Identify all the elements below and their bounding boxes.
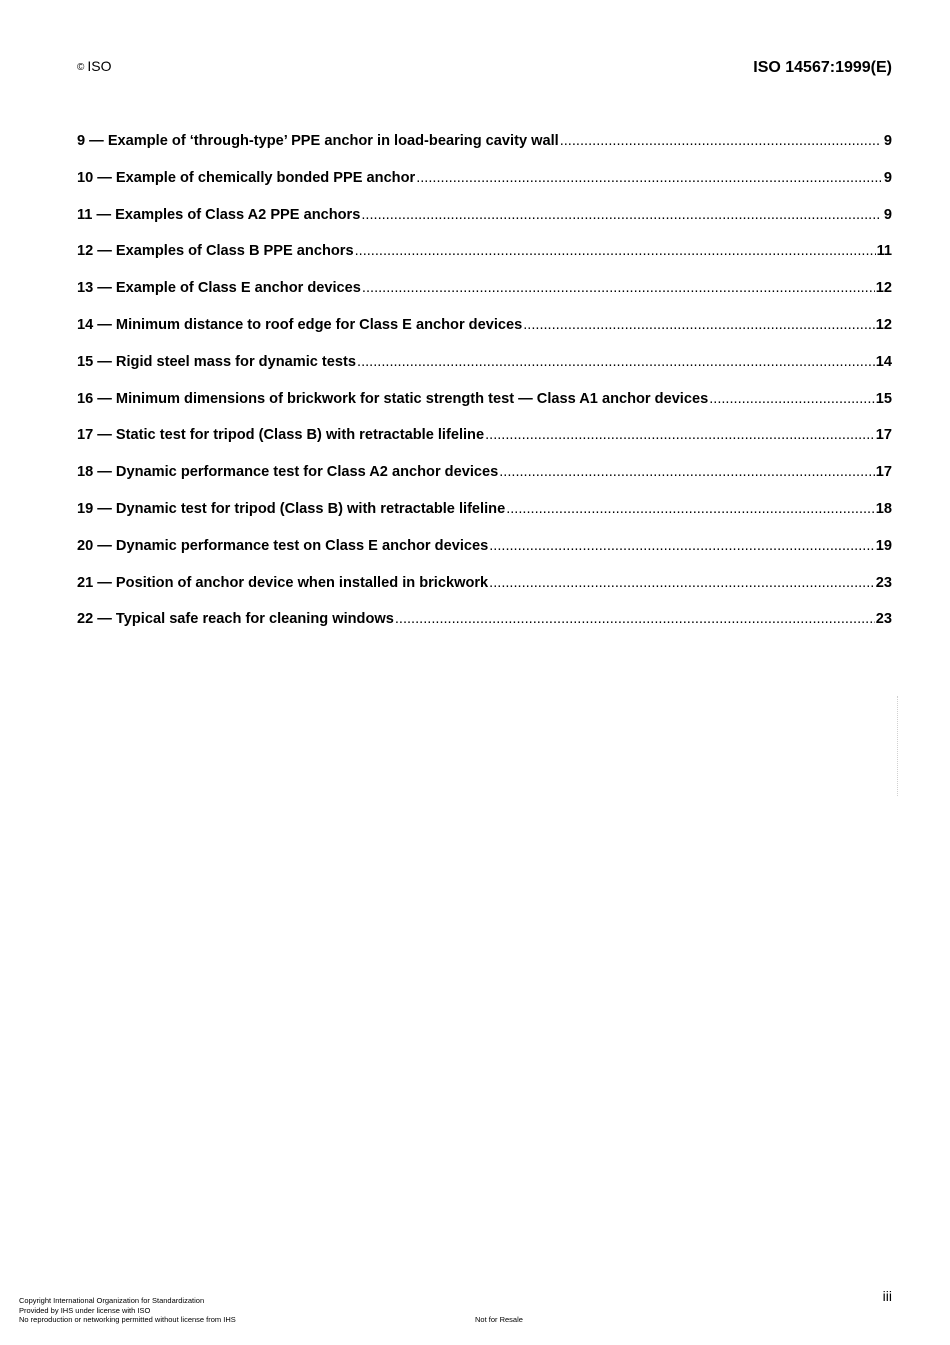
toc-entry[interactable] <box>77 280 892 317</box>
toc-entry[interactable] <box>77 538 892 575</box>
toc-entry-title: 18 — Dynamic performance test for Class A2 anchor devices <box>77 464 499 481</box>
toc-entry-page: 12 <box>875 316 892 333</box>
toc-leader-dots <box>485 427 875 443</box>
document-id: ISO 14567:1999(E) <box>753 59 892 76</box>
toc-entry-title: 16 — Minimum dimensions of brickwork for static strength test — Class A1 anchor devices <box>77 390 709 407</box>
toc-entry-title: 17 — Static test for tripod (Class B) with retractable lifeline <box>77 427 485 444</box>
table-of-figures <box>77 133 892 648</box>
page-number: iii <box>882 1288 892 1304</box>
toc-leader-dots <box>506 501 875 517</box>
toc-entry-title: 14 — Minimum distance to roof edge for Class E anchor devices <box>77 316 523 333</box>
toc-entry[interactable] <box>77 464 892 501</box>
toc-leader-dots <box>416 170 881 186</box>
toc-entry-page: 15 <box>875 390 892 407</box>
toc-entry-title: 22 — Typical safe reach for cleaning windows <box>77 611 394 628</box>
toc-entry-title: 10 — Example of chemically bonded PPE anchor <box>77 169 416 186</box>
toc-entry[interactable] <box>77 317 892 354</box>
toc-entry[interactable] <box>77 243 892 280</box>
footer-line: Copyright International Organization for Standardization <box>19 1296 205 1305</box>
toc-leader-dots <box>499 464 875 480</box>
toc-entry-page: 23 <box>875 611 892 628</box>
toc-entry[interactable] <box>77 611 892 648</box>
footer-line: Provided by IHS under license with ISO <box>19 1305 151 1315</box>
toc-leader-dots <box>355 243 876 259</box>
toc-leader-dots <box>395 611 875 627</box>
copyright-symbol: © <box>77 62 85 73</box>
toc-leader-dots <box>489 575 875 591</box>
footer-resale-notice: Not for Resale <box>475 1315 523 1324</box>
toc-entry[interactable] <box>77 575 892 612</box>
toc-entry[interactable] <box>77 501 892 538</box>
toc-entry-page: 14 <box>875 353 892 370</box>
toc-leader-dots <box>709 391 875 407</box>
toc-entry[interactable] <box>77 391 892 428</box>
toc-entry-page: 9 <box>883 206 892 223</box>
toc-entry-title: 15 — Rigid steel mass for dynamic tests <box>77 353 357 370</box>
toc-entry-title: 9 — Example of ‘through-type’ PPE anchor in load-bearing cavity wall <box>77 133 559 149</box>
toc-leader-dots <box>489 538 875 554</box>
toc-entry-title: 13 — Example of Class E anchor devices <box>77 280 361 297</box>
toc-leader-dots <box>361 207 881 223</box>
toc-entry-title: 21 — Position of anchor device when installed in brickwork <box>77 574 489 591</box>
toc-entry-page: 18 <box>875 500 892 517</box>
header-org: ISO <box>87 58 112 74</box>
toc-entry-title: 12 — Examples of Class B PPE anchors <box>77 243 354 260</box>
toc-entry-page: 17 <box>875 427 892 444</box>
margin-mark <box>897 696 902 796</box>
toc-entry-page: 19 <box>875 537 892 554</box>
footer-line: No reproduction or networking permitted without license from IHS <box>19 1315 236 1324</box>
toc-entry-page: 11 <box>876 243 892 260</box>
toc-leader-dots <box>362 280 875 296</box>
toc-entry-title: 20 — Dynamic performance test on Class E anchor devices <box>77 537 489 554</box>
toc-entry[interactable] <box>77 427 892 464</box>
toc-entry[interactable] <box>77 207 892 244</box>
toc-entry[interactable] <box>77 133 892 170</box>
header-copyright <box>77 58 112 74</box>
toc-entry-page: 12 <box>875 280 892 297</box>
toc-leader-dots <box>523 317 875 333</box>
toc-entry-page: 17 <box>875 464 892 481</box>
toc-entry-page: 9 <box>883 133 892 149</box>
toc-entry[interactable] <box>77 354 892 391</box>
toc-entry-page: 9 <box>883 169 892 186</box>
toc-leader-dots <box>560 133 881 149</box>
toc-entry-page: 23 <box>875 574 892 591</box>
toc-entry-title: 19 — Dynamic test for tripod (Class B) with retractable lifeline <box>77 500 506 517</box>
toc-entry[interactable] <box>77 170 892 207</box>
toc-entry-title: 11 — Examples of Class A2 PPE anchors <box>77 206 361 223</box>
toc-leader-dots <box>357 354 875 370</box>
footer-copyright <box>19 1296 236 1325</box>
